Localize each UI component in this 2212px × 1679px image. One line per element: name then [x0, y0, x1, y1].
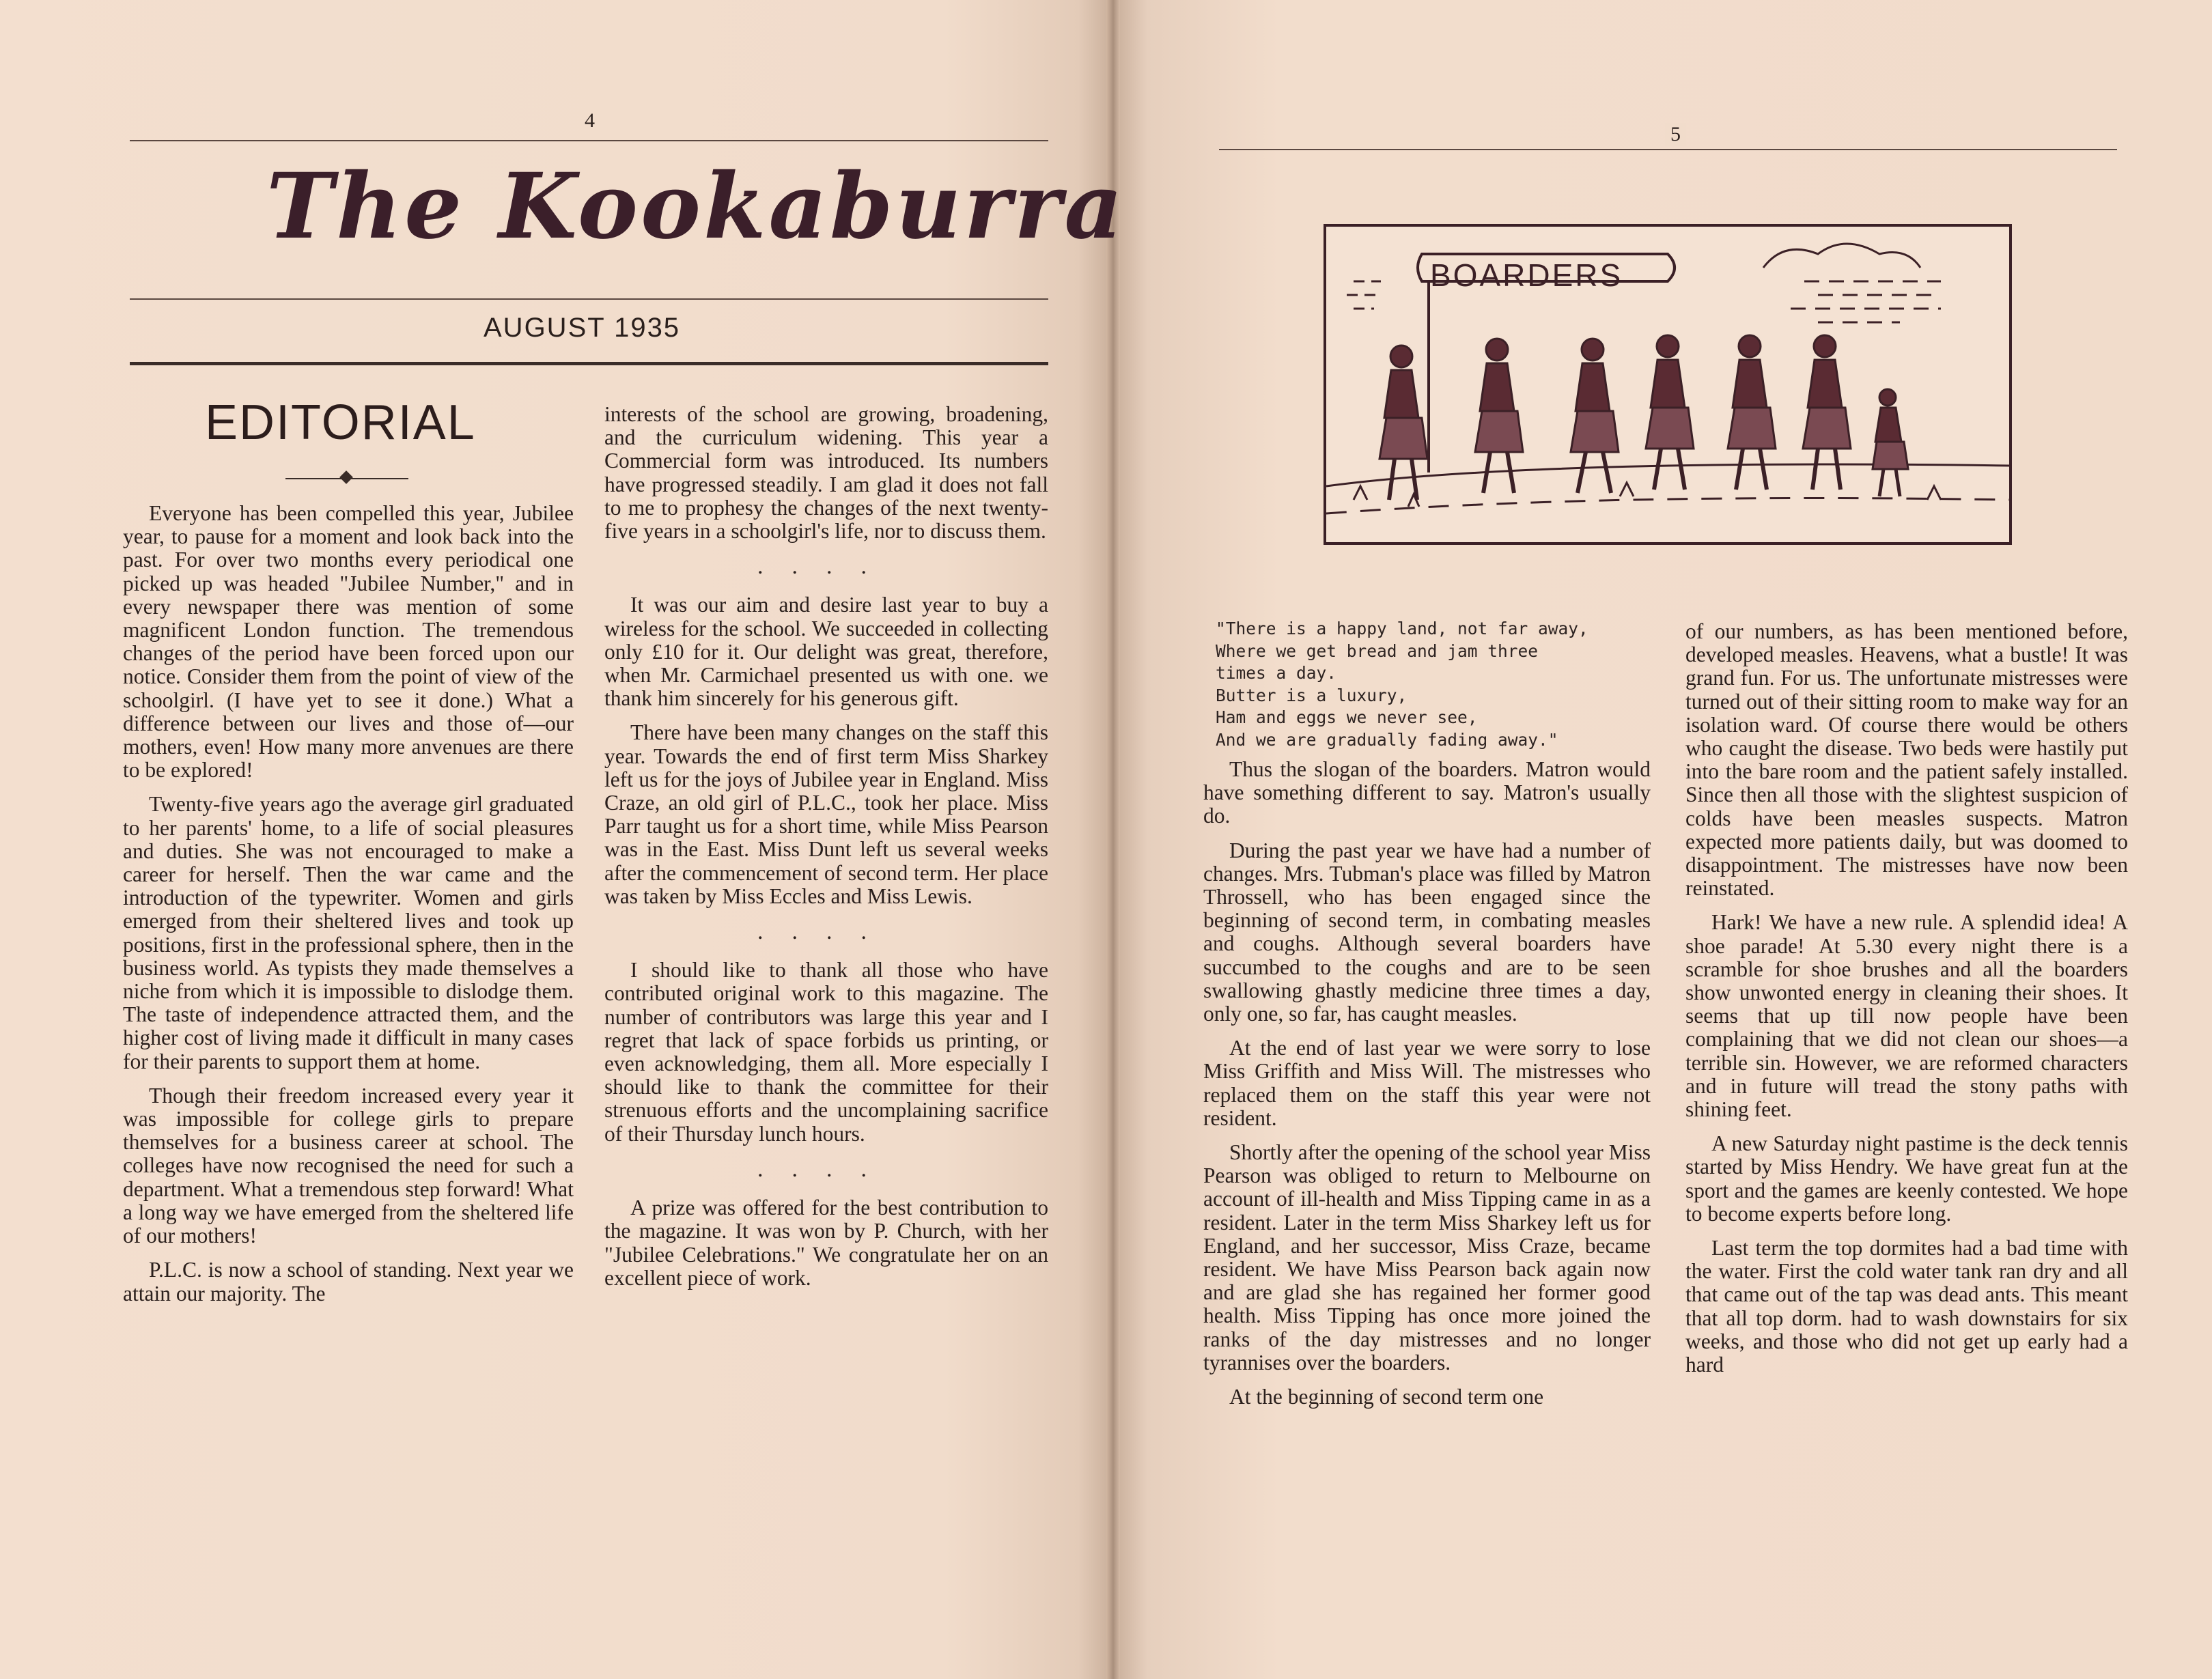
verse-line: And we are gradually fading away."	[1216, 729, 1558, 750]
paragraph: Hark! We have a new rule. A splendid idea! A shoe parade! At 5.30 every night there is a scramble for shoe brushes and all the boarders show unwonted energy in cleaning their shoes. It seems that up till now people have been complaining that we did not clean our shoes—a terrible sin. However, we are reformed characters and in future will tread the stony paths with shining feet.	[1685, 910, 2128, 1122]
paragraph: Thus the slogan of the boarders. Matron would have something different to say. Matron's usually do.	[1203, 757, 1651, 828]
paragraph: Everyone has been compelled this year, Jubilee year, to pause for a moment and look back into the past. For over two months every periodical one picked up was headed "Jubilee Number," and in every newspaper there was mention of some magnificent London function. The tremendous changes of the period have been forced upon our notice. Consider them from the point of view of the schoolgirl. (I have yet to see it done.) What a difference between our lives and those of—our mothers, even! How many more anvenues are there to be explored!	[123, 501, 574, 782]
section-separator: ....	[757, 1156, 895, 1182]
paragraph: Twenty-five years ago the average girl graduated to her parents' home, to a life of social pleasures and duties. She was not encouraged to make a career for herself. Then the war came and the introduction of the typewriter. Women and girls emerged from their sheltered lives and took up positions, first in the professional sphere, then in the business world. As typists they made themselves a niche from which it is impossible to dislodge them. The taste of independence attracted them, and the higher cost of living made it difficult in many cases for their parents to support them at home.	[123, 792, 574, 1073]
verse-line: Ham and eggs we never see,	[1216, 707, 1478, 727]
paragraph: During the past year we have had a number of changes. Mrs. Tubman's place was filled by Matron Throssell, who has been engaged since the beginning of second term, in combating measles and coughs. Although several boarders have succumbed to the coughs and are to be seen swallowing ghastly medicine three times a day, only one, so far, has caught measles.	[1203, 838, 1651, 1026]
header-rule-right	[1219, 149, 2117, 150]
boarders-column-2	[1685, 620, 2128, 1387]
editorial-title: EDITORIAL	[205, 395, 476, 450]
verse-line: "There is a happy land, not far away,	[1216, 619, 1588, 638]
paragraph: It was our aim and desire last year to buy a wireless for the school. We succeeded in collecting only £10 for it. Our delight was great, therefore, when Mr. Carmichael presented us with one. we thank him sincerely for his generous gift.	[604, 593, 1048, 711]
dateline: AUGUST 1935	[484, 313, 681, 343]
paragraph: At the end of last year we were sorry to lose Miss Griffith and Miss Will. The mistresses who replaced them on the staff this year were not resident.	[1203, 1036, 1651, 1130]
header-rule-left	[130, 140, 1048, 141]
boarders-illustration	[1324, 224, 2012, 545]
paragraph: Last term the top dormites had a bad time with the water. First the cold water tank ran dry and all that came out of the tap was dead ants. This meant that all top dorm. had to wash downstairs for six weeks, and those who did not get up early had a hard	[1685, 1236, 2128, 1377]
masthead: The Kookaburra	[266, 154, 1125, 259]
page-number-left: 4	[585, 109, 595, 132]
editorial-column-2	[604, 403, 1048, 1301]
paragraph: of our numbers, as has been mentioned before, developed measles. Heavens, what a bustle! It was grand fun. For us. The unfortunate mistresses were turned out of their sitting room to make way for an isolation ward. Of course there would be others who caught the disease. Two beds were hastily put into the bare room and the patient safely installed. Since then all those with the slightest suspicion of colds have been measles suspects. Matron expected more patients daily, but was doomed to disappointment. The mistresses have now been reinstated.	[1685, 619, 2128, 901]
paragraph: A new Saturday night pastime is the deck tennis started by Miss Hendry. We have great fun at the sport and the games are keenly contested. We hope to become experts before long.	[1685, 1131, 2128, 1226]
section-separator: ....	[757, 919, 895, 945]
paragraph: Though their freedom increased every year it was impossible for college girls to prepare themselves for a business career at school. The colleges have now recognised the need for such a department. What a tremendous step forward! What a long way we have emerged from the sheltered life of our mothers!	[123, 1083, 574, 1248]
verse-line: Butter is a luxury,	[1216, 685, 1408, 705]
boarders-drawing	[1326, 227, 2009, 542]
paragraph: There have been many changes on the staff this year. Towards the end of first term Miss Sharkey left us for the joys of Jubilee year in England. Miss Craze, an old girl of P.L.C., took her place. Miss Parr taught us for a short time, while Miss Pearson was in the East. Miss Dunt left us several weeks after the commencement of second term. Her place was taken by Miss Eccles and Miss Lewis.	[604, 720, 1048, 908]
illustration-sign-label: BOARDERS	[1430, 257, 1623, 293]
page-number-right: 5	[1665, 123, 1686, 146]
boarders-verse	[1216, 618, 1653, 751]
dateline-rule	[130, 362, 1048, 365]
section-separator: ....	[757, 554, 895, 580]
paragraph: I should like to thank all those who have contributed original work to this magazine. The number of contributors was large this year and I regret that lack of space forbids us printing, or even acknowledging, them all. More especially I should like to thank the committee for their strenuous efforts and the uncomplaining sacrifice of their Thursday lunch hours.	[604, 958, 1048, 1146]
editorial-column-1	[123, 502, 574, 1316]
paragraph: A prize was offered for the best contribution to the magazine. It was won by P. Church, with her "Jubilee Celebrations." We congratulate her on an excellent piece of work.	[604, 1196, 1048, 1290]
verse-line: Where we get bread and jam three	[1216, 640, 1539, 661]
paragraph: At the beginning of second term one	[1229, 1385, 1544, 1409]
masthead-rule	[130, 298, 1048, 300]
verse-line: times a day.	[1216, 663, 1337, 683]
paragraph: P.L.C. is now a school of standing. Next year we attain our majority. The	[123, 1258, 574, 1306]
boarders-column-1	[1203, 758, 1651, 1420]
paragraph: Shortly after the opening of the school year Miss Pearson was obliged to return to Melbourne on account of ill-health and Miss Tipping came in as a resident. Later in the term Miss Sharkey left us for England, and her successor, Miss Craze, became resident. We have Miss Pearson back again now and are glad she has regained her former good health. Miss Tipping has once more joined the ranks of the day mistresses and no longer tyrannises over the boarders.	[1203, 1140, 1651, 1374]
paragraph: interests of the school are growing, broadening, and the curriculum widening. This year a Commercial form was introduced. Its numbers have progressed steadily. I am glad it does not fall to me to prophesy the changes of the next twenty-five years in a schoolgirl's life, nor to discuss them.	[604, 402, 1048, 544]
